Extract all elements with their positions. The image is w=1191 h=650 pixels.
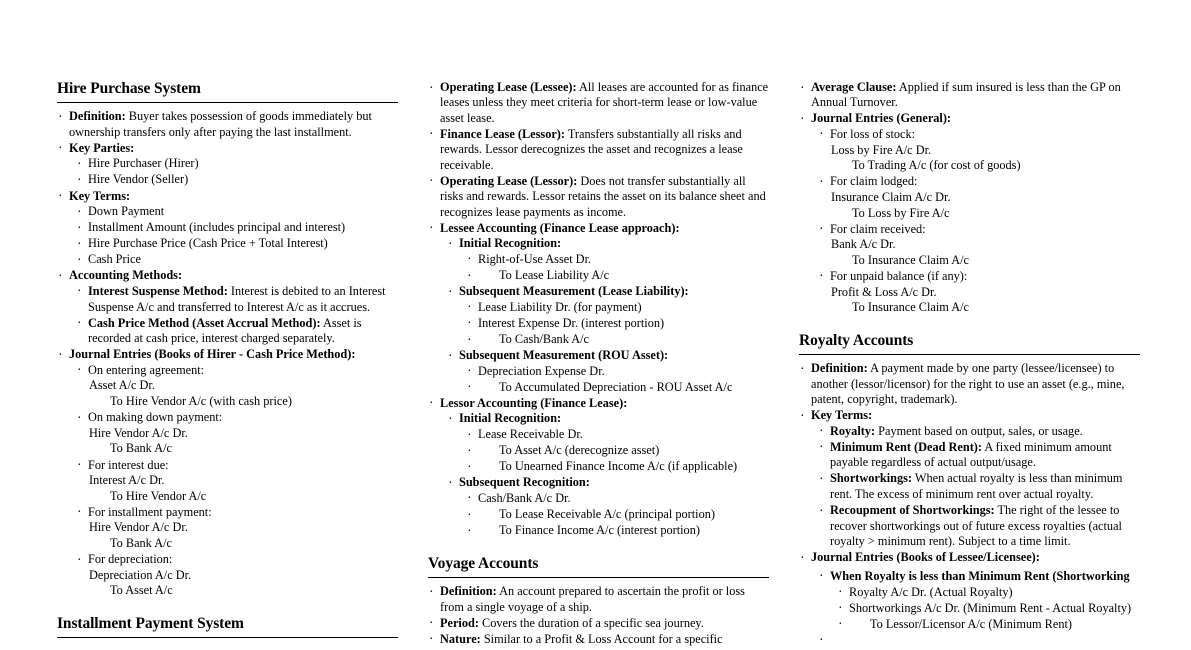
section-divider <box>799 354 1140 355</box>
journal-debit-line: Royalty A/c Dr. (Actual Royalty) <box>849 584 1013 599</box>
item-lead: Operating Lease (Lessor): <box>440 173 578 188</box>
list-item <box>465 459 769 475</box>
list-item <box>75 410 398 457</box>
journal-entry-heading: · When Royalty is less than Minimum Rent (Shortworking <box>830 568 1130 583</box>
item-lead: Journal Entries (General): <box>811 111 952 126</box>
journal-credit-line: To Hire Vendor A/c <box>110 488 207 503</box>
list-item <box>465 268 769 284</box>
list-item <box>446 411 769 474</box>
page-title: Installment Payment System <box>57 615 244 632</box>
list-item <box>465 443 769 459</box>
list-item <box>817 440 1140 471</box>
list-item <box>428 174 769 220</box>
item-lead: Definition: <box>811 361 868 376</box>
item-text: Covers the duration of a specific sea journey. <box>478 615 704 630</box>
journal-entry-list <box>817 569 1140 646</box>
list-item <box>446 284 769 347</box>
journal-credit-line: To Unearned Finance Income A/c (if applicable) <box>499 459 738 474</box>
item-text: A fixed minimum amount payable regardless of actual output/usage. <box>830 439 1112 470</box>
journal-credit-line: To Lease Liability A/c <box>499 268 610 283</box>
journal-credit-line: To Loss by Fire A/c <box>852 205 950 220</box>
item-text: When actual royalty is less than minimum rent. The excess of minimum rent over actual royalty. <box>830 471 1123 501</box>
item-lead: Initial Recognition: <box>459 236 562 251</box>
list-item <box>57 109 398 140</box>
journal-debit-line: Bank A/c Dr. <box>831 237 896 252</box>
item-text: Payment based on output, sales, or usage. <box>875 423 1083 438</box>
column-2 <box>428 80 769 646</box>
journal-debit-line: Lease Liability Dr. (for payment) <box>478 299 642 314</box>
section-lease-accounting-continued <box>428 80 769 539</box>
item-text: Interest is debited to an Interest Suspense A/c and transferred to Interest A/c as it accrues. <box>88 283 386 314</box>
item-lead: Definition: <box>440 584 497 599</box>
item-text: For claim received: <box>830 221 926 236</box>
list-item <box>465 300 769 316</box>
list-item <box>428 80 769 126</box>
item-text: Buyer takes possession of goods immediately but ownership transfers only after paying the last installment. <box>69 109 372 139</box>
journal-debit-line: Interest Expense Dr. (interest portion) <box>478 315 665 330</box>
section-divider <box>57 637 398 638</box>
item-text: Hire Vendor (Seller) <box>88 172 189 187</box>
item-lead: Lessor Accounting (Finance Lease): <box>440 395 628 410</box>
item-lead: Key Parties: <box>69 140 135 155</box>
list-item <box>428 632 769 647</box>
item-lead: Journal Entries (Books of Hirer - Cash Price Method): <box>69 347 356 362</box>
item-text: On entering agreement: <box>88 362 205 377</box>
item-lead: Average Clause: <box>811 80 897 94</box>
item-lead: Subsequent Measurement (ROU Asset): <box>459 348 669 363</box>
journal-credit-line: To Asset A/c (derecognize asset) <box>499 443 660 458</box>
journal-entry-list <box>465 427 769 475</box>
journal-debit-line: Loss by Fire A/c Dr. <box>831 142 932 157</box>
item-lead: Recoupment of Shortworkings: <box>830 503 995 518</box>
list-item <box>75 172 398 188</box>
list-item <box>817 424 1140 440</box>
journal-credit-line: To Finance Income A/c (interest portion) <box>499 523 700 538</box>
item-text: Asset is recorded at cash price, interest charged separately. <box>88 315 362 346</box>
list-item <box>465 332 769 348</box>
list-item <box>75 156 398 172</box>
item-text: For unpaid balance (if any): <box>830 268 968 283</box>
item-text: Transfers substantially all risks and rewards. Lessor derecognizes the asset and recognizes a lease receivable. <box>440 126 743 172</box>
item-lead: Shortworkings: <box>830 471 912 486</box>
journal-debit-line: Hire Vendor A/c Dr. <box>89 425 188 440</box>
list-item <box>75 363 398 410</box>
journal-credit-line: To Insurance Claim A/c <box>852 252 969 267</box>
item-lead: Subsequent Measurement (Lease Liability): <box>459 284 689 299</box>
list-item <box>465 252 769 268</box>
item-text: For loss of stock: <box>830 126 916 141</box>
list-item <box>75 284 398 315</box>
list-item <box>428 616 769 631</box>
journal-debit-line: Right-of-Use Asset Dr. <box>478 251 592 266</box>
item-text: For installment payment: <box>88 504 212 519</box>
section-installment-payment-system <box>57 615 398 638</box>
column-3 <box>799 80 1140 631</box>
item-lead: Lessee Accounting (Finance Lease approach): <box>440 220 680 235</box>
item-text: On making down payment: <box>88 410 223 425</box>
journal-debit-line: Insurance Claim A/c Dr. <box>831 189 951 204</box>
list-item <box>428 127 769 173</box>
bullet-list <box>57 109 398 599</box>
section-voyage-accounts <box>428 555 769 647</box>
section-divider <box>428 577 769 578</box>
sub-bullet-list <box>75 204 398 268</box>
list-item <box>465 491 769 507</box>
item-lead: Operating Lease (Lessee): <box>440 80 577 94</box>
item-lead: Definition: <box>69 109 126 124</box>
item-lead: Key Terms: <box>69 188 131 203</box>
list-item <box>799 80 1140 111</box>
journal-debit-line: Hire Vendor A/c Dr. <box>89 520 188 535</box>
journal-debit-line: Cash/Bank A/c Dr. <box>478 490 571 505</box>
page-title: Royalty Accounts <box>799 331 914 349</box>
sub-bullet-list <box>75 284 398 347</box>
list-item <box>75 204 398 220</box>
list-item <box>75 252 398 268</box>
list-item <box>75 220 398 236</box>
list-item <box>428 221 769 396</box>
list-item <box>465 523 769 539</box>
list-item <box>465 380 769 396</box>
list-item <box>75 236 398 252</box>
journal-credit-line: To Hire Vendor A/c (with cash price) <box>110 394 292 409</box>
list-item <box>57 141 398 188</box>
item-lead: Nature: <box>440 631 481 646</box>
list-item <box>446 348 769 395</box>
list-item <box>465 316 769 332</box>
journal-credit-line: To Bank A/c <box>110 536 172 551</box>
list-item <box>57 189 398 268</box>
bullet-list <box>428 80 769 539</box>
item-text: All leases are accounted for as finance leases unless they meet criteria for short-term lease or low-value asset lease. <box>440 80 769 125</box>
section-royalty-accounts <box>799 332 1140 646</box>
list-item <box>465 507 769 523</box>
journal-credit-line: To Bank A/c <box>110 441 172 456</box>
journal-entry-list <box>465 491 769 539</box>
item-text: Similar to a Profit & Loss Account for a specific <box>480 631 723 646</box>
item-text: Down Payment <box>88 204 165 219</box>
three-column-layout <box>57 80 1161 646</box>
item-text: The right of the lessee to recover shortworkings out of future excess royalties (actual royalty > minimum rent). Subject to a time limit. <box>830 503 1122 549</box>
list-item <box>836 601 1140 617</box>
list-item <box>817 174 1140 221</box>
list-item <box>57 268 398 346</box>
list-item <box>446 475 769 538</box>
journal-credit-line: To Asset A/c <box>110 583 173 598</box>
journal-entry-list <box>465 300 769 348</box>
item-lead: Period: <box>440 615 479 630</box>
list-item <box>75 458 398 505</box>
list-item <box>446 236 769 283</box>
item-text: Does not transfer substantially all risks and rewards. Lessor retains the asset on its balance sheet and recognizes lease payments as income. <box>440 173 766 219</box>
list-item <box>75 316 398 347</box>
list-item <box>799 111 1140 315</box>
list-item <box>817 269 1140 316</box>
item-lead: Royalty: <box>830 423 876 438</box>
journal-entry-list <box>465 364 769 396</box>
journal-entry-list <box>836 585 1140 633</box>
bullet-list <box>799 361 1140 646</box>
list-item <box>836 585 1140 601</box>
item-text: An account prepared to ascertain the profit or loss from a single voyage of a ship. <box>440 584 745 614</box>
section-insurance-claims-continued <box>799 80 1140 316</box>
journal-credit-line: To Insurance Claim A/c <box>852 300 969 315</box>
section-hire-purchase-system <box>57 80 398 599</box>
item-text: Hire Purchase Price (Cash Price + Total Interest) <box>88 236 328 251</box>
journal-entry-list <box>465 252 769 284</box>
item-text: For claim lodged: <box>830 174 918 189</box>
journal-entry-list <box>817 127 1140 316</box>
item-text: Hire Purchaser (Hirer) <box>88 156 199 171</box>
sub-bullet-list <box>75 156 398 188</box>
item-text: For interest due: <box>88 457 169 472</box>
item-lead: Finance Lease (Lessor): <box>440 126 565 141</box>
item-lead: Interest Suspense Method: <box>88 283 228 298</box>
item-text: Cash Price <box>88 252 141 267</box>
sub-bullet-list <box>817 424 1140 550</box>
journal-debit-line: Interest A/c Dr. <box>89 473 165 488</box>
list-item <box>75 505 398 552</box>
journal-debit-line: Lease Receivable Dr. <box>478 427 583 442</box>
list-item <box>817 503 1140 550</box>
journal-credit-line: To Trading A/c (for cost of goods) <box>852 158 1021 173</box>
list-item <box>428 396 769 539</box>
sub-bullet-list <box>446 236 769 395</box>
list-item <box>836 617 1140 633</box>
item-text: For depreciation: <box>88 552 173 567</box>
journal-credit-line: To Lessor/Licensor A/c (Minimum Rent) <box>870 616 1073 631</box>
list-item <box>817 222 1140 269</box>
sub-bullet-list <box>446 411 769 538</box>
journal-debit-line: Shortworkings A/c Dr. (Minimum Rent - Actual Royalty) <box>849 600 1132 615</box>
list-item <box>817 569 1140 632</box>
column-1 <box>57 80 398 632</box>
page-title: Hire Purchase System <box>57 80 201 97</box>
list-item <box>817 633 1140 646</box>
list-item <box>75 552 398 599</box>
item-lead: Initial Recognition: <box>459 411 562 426</box>
journal-debit-line: Depreciation A/c Dr. <box>89 567 192 582</box>
journal-debit-line: Depreciation Expense Dr. <box>478 363 605 378</box>
list-item <box>799 550 1140 645</box>
item-lead: Accounting Methods: <box>69 268 183 283</box>
list-item <box>799 408 1140 550</box>
list-item <box>465 364 769 380</box>
item-lead: Minimum Rent (Dead Rent): <box>830 439 982 454</box>
item-lead: Key Terms: <box>811 408 873 423</box>
list-item <box>428 584 769 615</box>
section-divider <box>57 102 398 103</box>
item-text: A payment made by one party (lessee/licensee) to another (lessor/licensor) for the right to use an asset (e.g., mine, patent, copyright, trademark). <box>811 361 1125 407</box>
journal-credit-line: To Cash/Bank A/c <box>499 332 589 346</box>
page-title: Voyage Accounts <box>428 554 539 572</box>
list-item <box>799 361 1140 407</box>
journal-credit-line: To Accumulated Depreciation - ROU Asset A/c <box>499 379 733 394</box>
item-lead: Subsequent Recognition: <box>459 475 590 490</box>
journal-debit-line: Asset A/c Dr. <box>89 378 155 393</box>
list-item <box>57 347 398 599</box>
item-text: Installment Amount (includes principal and interest) <box>88 220 346 235</box>
list-item <box>817 127 1140 174</box>
journal-entry-list <box>75 363 398 599</box>
list-item <box>817 471 1140 502</box>
item-lead: Cash Price Method (Asset Accrual Method): <box>88 315 321 330</box>
journal-debit-line: Profit & Loss A/c Dr. <box>831 284 937 299</box>
journal-credit-line: To Lease Receivable A/c (principal portion) <box>499 507 715 522</box>
item-lead: Journal Entries (Books of Lessee/Licensee): <box>811 550 1040 565</box>
bullet-list <box>799 80 1140 316</box>
list-item <box>465 427 769 443</box>
item-text: Applied if sum insured is less than the GP on Annual Turnover. <box>811 80 1121 110</box>
bullet-list <box>428 584 769 647</box>
